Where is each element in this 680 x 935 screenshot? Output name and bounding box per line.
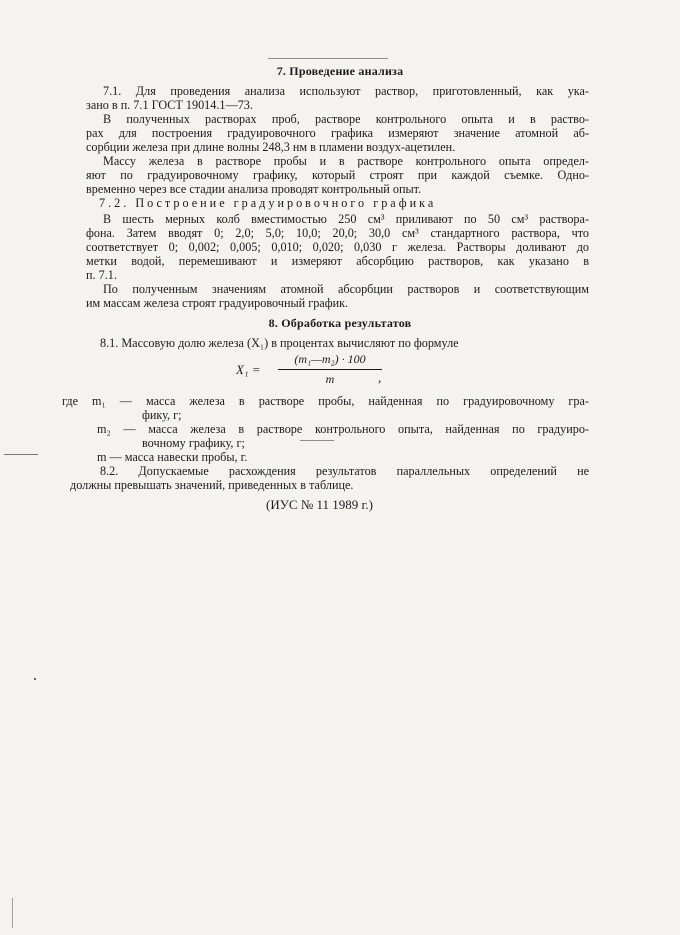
definition-m2-line-1: m₂ — масса железа в растворе контрольного опыта, найденная по градуиро- <box>97 422 589 436</box>
formula-numerator: (m₁—m₂) · 100 <box>294 352 366 366</box>
scan-mark-left <box>4 454 38 455</box>
footnote-ius: (ИУС № 11 1989 г.) <box>266 497 373 512</box>
definition-m1-line-2: фику, г; <box>142 408 182 422</box>
paragraph-7-1-line-1: 7.1. Для проведения анализа используют раствор, приготовленный, как ука- <box>103 84 589 98</box>
formula-x1 <box>236 352 406 392</box>
formula-lhs: X₁ = <box>236 362 261 377</box>
definition-m1-line-1: где m₁ — масса железа в растворе пробы, найденная по градуировочному гра- <box>62 394 589 408</box>
paragraph-7-2-line-6: По полученным значениям атомной абсорбции растворов и соответствующим <box>103 282 589 296</box>
formula-comma: , <box>378 370 382 385</box>
paragraph-7-1-line-4: рах для построения градуировочного графика измеряют значение атомной аб- <box>86 126 589 140</box>
definition-m: m — масса навески пробы, г. <box>97 450 248 464</box>
paragraph-7-1-line-8: временно через все стадии анализа проводят контрольный опыт. <box>86 182 422 196</box>
paragraph-8-2-line-1: 8.2. Допускаемые расхождения результатов параллельных определений не <box>100 464 589 478</box>
paragraph-7-2-line-3: соответствует 0; 0,002; 0,005; 0,010; 0,020; 0,030 г железа. Растворы доливают до <box>86 240 589 254</box>
paragraph-7-2-line-4: метки водой, перемешивают и измеряют абсорбцию растворов, как указано в <box>86 254 589 268</box>
scan-line-top <box>268 58 388 59</box>
section-8-heading: 8. Обработка результатов <box>268 316 412 330</box>
paragraph-7-2-line-5: п. 7.1. <box>86 268 117 282</box>
section-7-heading: 7. Проведение анализа <box>276 64 404 78</box>
scan-mark-middle <box>300 440 334 441</box>
paragraph-7-1-line-5: сорбции железа при длине волны 248,3 нм в пламени воздух-ацетилен. <box>86 140 456 154</box>
section-7-2-heading: 7.2. Построение градуировочного графика <box>99 196 437 210</box>
paragraph-7-1-line-6: Массу железа в растворе пробы и в растворе контрольного опыта определ- <box>103 154 589 168</box>
paragraph-8-1-intro: 8.1. Массовую долю железа (X₁) в процентах вычисляют по формуле <box>100 336 459 350</box>
fraction-bar <box>278 369 382 370</box>
formula-denominator: m <box>325 372 335 386</box>
paragraph-8-2-line-2: должны превышать значений, приведенных в таблице. <box>70 478 354 492</box>
paragraph-7-1-line-2: зано в п. 7.1 ГОСТ 19014.1—73. <box>86 98 253 112</box>
scan-edge-mark <box>12 898 13 928</box>
paragraph-7-2-line-7: им массам железа строят градуировочный график. <box>86 296 349 310</box>
paragraph-7-1-line-3: В полученных растворах проб, растворе контрольного опыта и в раство- <box>103 112 589 126</box>
definition-m2-line-2: вочному графику, г; <box>142 436 245 450</box>
paragraph-7-1-line-7: яют по градуировочному графику, который строят при каждой съемке. Одно- <box>86 168 589 182</box>
paragraph-7-2-line-2: фона. Затем вводят 0; 2,0; 5,0; 10,0; 20,0; 30,0 см³ стандартного раствора, что <box>86 226 589 240</box>
scan-dot <box>34 678 36 680</box>
paragraph-7-2-line-1: В шесть мерных колб вместимостью 250 см³ приливают по 50 см³ раствора- <box>103 212 589 226</box>
